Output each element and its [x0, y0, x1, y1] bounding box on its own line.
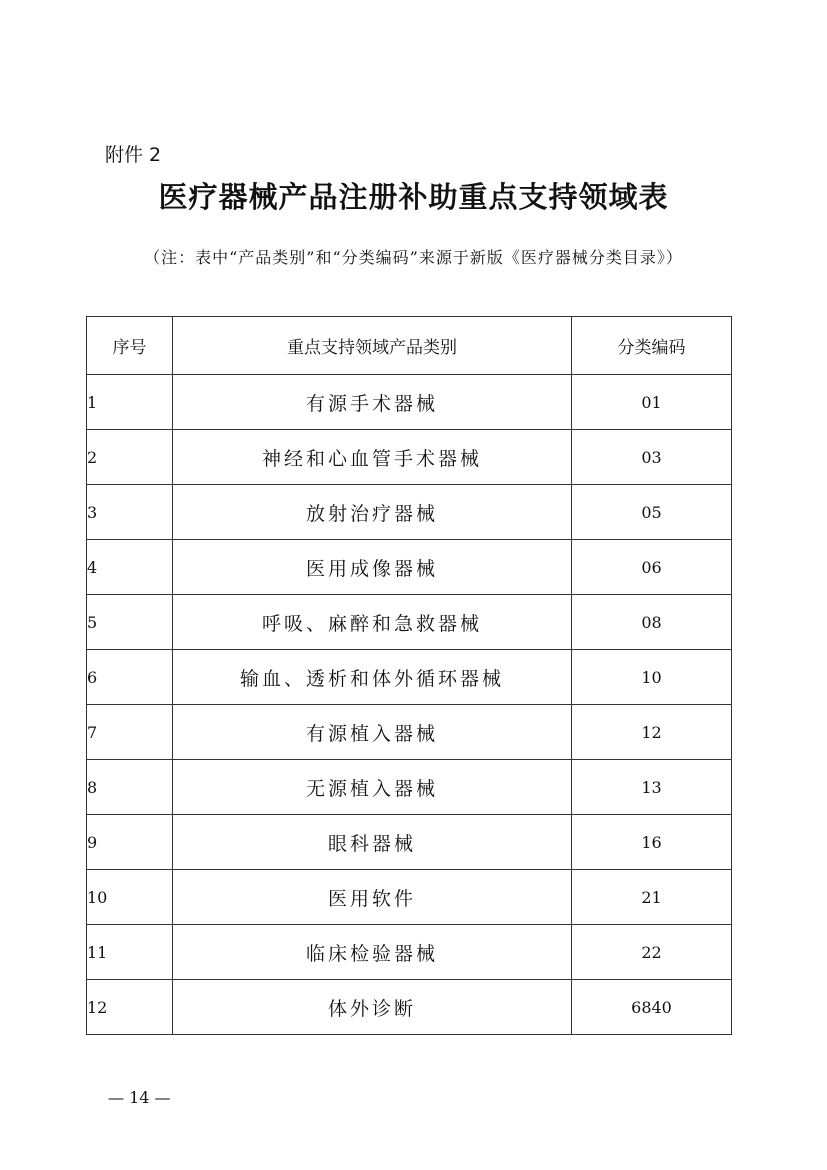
row-code: 06: [572, 540, 732, 595]
row-number: 10: [87, 870, 173, 925]
row-code: 05: [572, 485, 732, 540]
table-row: [87, 375, 732, 430]
row-code: 16: [572, 815, 732, 870]
row-code: 21: [572, 870, 732, 925]
row-code: 6840: [572, 980, 732, 1035]
row-number: 12: [87, 980, 173, 1035]
column-header-category: 重点支持领域产品类别: [173, 317, 572, 375]
row-code: 12: [572, 705, 732, 760]
page-number: — 14 —: [108, 1088, 171, 1107]
row-number: 6: [87, 650, 173, 705]
row-category: 医用软件: [173, 870, 572, 925]
table-row: [87, 430, 732, 485]
row-code: 10: [572, 650, 732, 705]
row-category: 医用成像器械: [173, 540, 572, 595]
row-category: 输血、透析和体外循环器械: [173, 650, 572, 705]
table-row: [87, 760, 732, 815]
row-number: 7: [87, 705, 173, 760]
row-category: 体外诊断: [173, 980, 572, 1035]
table-row: [87, 870, 732, 925]
row-code: 13: [572, 760, 732, 815]
support-areas-table: [86, 316, 732, 1035]
table-row: [87, 650, 732, 705]
table-row: [87, 980, 732, 1035]
row-number: 3: [87, 485, 173, 540]
row-category: 有源手术器械: [173, 375, 572, 430]
column-header-number: 序号: [87, 317, 173, 375]
row-category: 有源植入器械: [173, 705, 572, 760]
row-category: 放射治疗器械: [173, 485, 572, 540]
row-number: 11: [87, 925, 173, 980]
row-category: 呼吸、麻醉和急救器械: [173, 595, 572, 650]
source-note: （注：表中“产品类别”和“分类编码”来源于新版《医疗器械分类目录》）: [144, 248, 683, 267]
row-category: 神经和心血管手术器械: [173, 430, 572, 485]
table-header-row: [87, 317, 732, 375]
column-header-code: 分类编码: [572, 317, 732, 375]
row-code: 08: [572, 595, 732, 650]
row-number: 5: [87, 595, 173, 650]
table-row: [87, 925, 732, 980]
row-number: 9: [87, 815, 173, 870]
row-number: 8: [87, 760, 173, 815]
attachment-label: 附件 2: [105, 144, 162, 166]
row-code: 03: [572, 430, 732, 485]
row-code: 01: [572, 375, 732, 430]
table-row: [87, 705, 732, 760]
row-number: 2: [87, 430, 173, 485]
row-code: 22: [572, 925, 732, 980]
row-category: 无源植入器械: [173, 760, 572, 815]
table-row: [87, 815, 732, 870]
table-row: [87, 540, 732, 595]
row-category: 临床检验器械: [173, 925, 572, 980]
table-row: [87, 485, 732, 540]
row-number: 4: [87, 540, 173, 595]
row-category: 眼科器械: [173, 815, 572, 870]
row-number: 1: [87, 375, 173, 430]
table-row: [87, 595, 732, 650]
document-title: 医疗器械产品注册补助重点支持领域表: [158, 180, 669, 214]
